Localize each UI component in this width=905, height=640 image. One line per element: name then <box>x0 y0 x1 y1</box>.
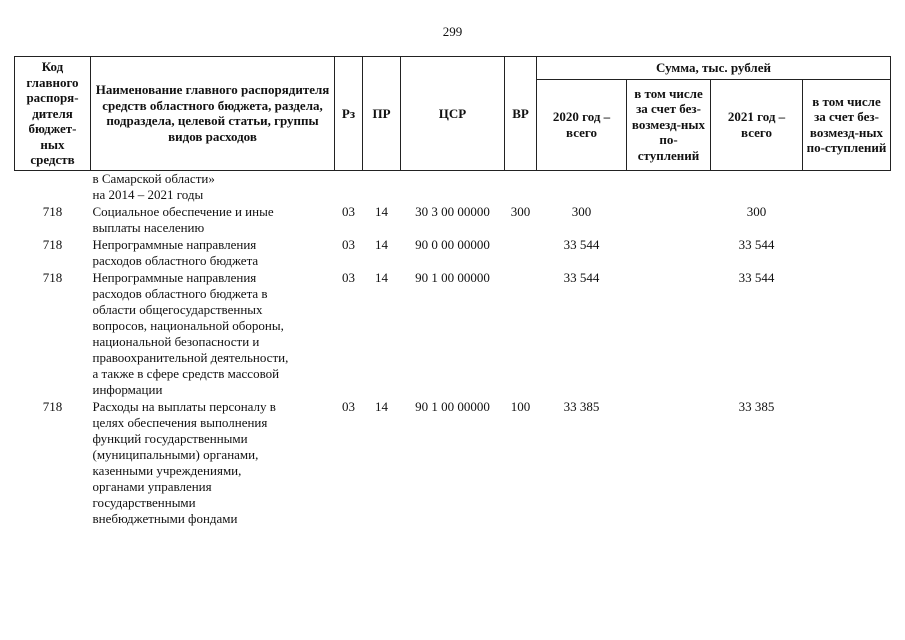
cell-csr: 90 0 00 00000 <box>415 236 490 252</box>
cell-name: Непрограммные направления расходов областного бюджета в области общегосударственных вопросов, национальной обороны, национальной безопасности и правоохранительной деятельности, а также в сфере средств массовой информации <box>92 269 289 397</box>
header-code: Код главного распоря-дителя бюджет-ных средств <box>15 57 91 171</box>
cell-vr: 300 <box>510 203 531 219</box>
cell-code: 718 <box>42 269 63 285</box>
cell-csr: 90 1 00 00000 <box>415 398 490 414</box>
cell-rz <box>335 170 363 204</box>
cell-2020-free <box>627 170 711 204</box>
header-2021-total: 2021 год – всего <box>711 79 803 170</box>
table-row <box>15 270 891 399</box>
cell-2020-free <box>627 237 711 270</box>
cell-code: 718 <box>42 236 63 252</box>
page-number: 299 <box>442 24 463 39</box>
header-2020-total: 2020 год – всего <box>537 79 627 170</box>
header-sum-group: Сумма, тыс. рублей <box>537 57 891 80</box>
cell-2020-free <box>627 204 711 237</box>
cell-pr: 14 <box>375 203 388 219</box>
cell-2020-total: 33 385 <box>563 398 600 414</box>
header-pr: ПР <box>363 57 401 171</box>
table-row <box>15 170 891 204</box>
cell-code <box>15 170 91 204</box>
header-2020-free: в том числе за счет без-возмезд-ных по-ступлений <box>627 79 711 170</box>
cell-2021-total: 33 544 <box>738 269 775 285</box>
cell-2021-total: 33 544 <box>738 236 775 252</box>
cell-vr <box>505 237 537 270</box>
cell-2020-total: 33 544 <box>563 236 600 252</box>
cell-2020-total: 300 <box>571 203 592 219</box>
cell-csr: 90 1 00 00000 <box>415 269 490 285</box>
cell-2021-free <box>803 399 891 528</box>
cell-2021-free <box>803 204 891 237</box>
budget-table <box>14 56 891 528</box>
cell-2020-free <box>627 399 711 528</box>
cell-2020-free <box>627 270 711 399</box>
cell-rz: 03 <box>342 398 355 414</box>
cell-2020-total: 33 544 <box>563 269 600 285</box>
cell-rz: 03 <box>342 269 355 285</box>
cell-vr: 100 <box>510 398 531 414</box>
cell-2021-total: 300 <box>746 203 767 219</box>
cell-name: Расходы на выплаты персоналу в целях обеспечения выполнения функций государственными (муниципальными) органами, казенными учреждениями, органами управления государственными внебюджетными фондами <box>92 398 276 526</box>
cell-pr: 14 <box>375 269 388 285</box>
table-header <box>15 57 891 171</box>
table-row <box>15 204 891 237</box>
cell-vr <box>505 270 537 399</box>
cell-pr: 14 <box>375 236 388 252</box>
table-row <box>15 399 891 528</box>
cell-vr <box>505 170 537 204</box>
header-csr: ЦСР <box>401 57 505 171</box>
table-row <box>15 237 891 270</box>
cell-name: Непрограммные направления расходов областного бюджета <box>92 236 259 268</box>
cell-pr: 14 <box>375 398 388 414</box>
cell-name: Социальное обеспечение и иные выплаты населению <box>92 203 274 235</box>
header-name: Наименование главного распорядителя средств областного бюджета, раздела, подраздела, целевой статьи, группы видов расходов <box>91 57 335 171</box>
header-rz: Рз <box>335 57 363 171</box>
cell-code: 718 <box>42 203 63 219</box>
header-vr: ВР <box>505 57 537 171</box>
cell-2021-total <box>711 170 803 204</box>
cell-name: в Самарской области» на 2014 – 2021 годы <box>92 170 215 202</box>
cell-2021-free <box>803 237 891 270</box>
cell-2021-total: 33 385 <box>738 398 775 414</box>
cell-2021-free <box>803 170 891 204</box>
cell-pr <box>363 170 401 204</box>
table-body <box>15 170 891 528</box>
cell-2020-total <box>537 170 627 204</box>
cell-csr: 30 3 00 00000 <box>415 203 490 219</box>
cell-csr <box>401 170 505 204</box>
cell-2021-free <box>803 270 891 399</box>
header-2021-free: в том числе за счет без-возмезд-ных по-ступлений <box>803 79 891 170</box>
cell-code: 718 <box>42 398 63 414</box>
cell-rz: 03 <box>342 236 355 252</box>
cell-rz: 03 <box>342 203 355 219</box>
